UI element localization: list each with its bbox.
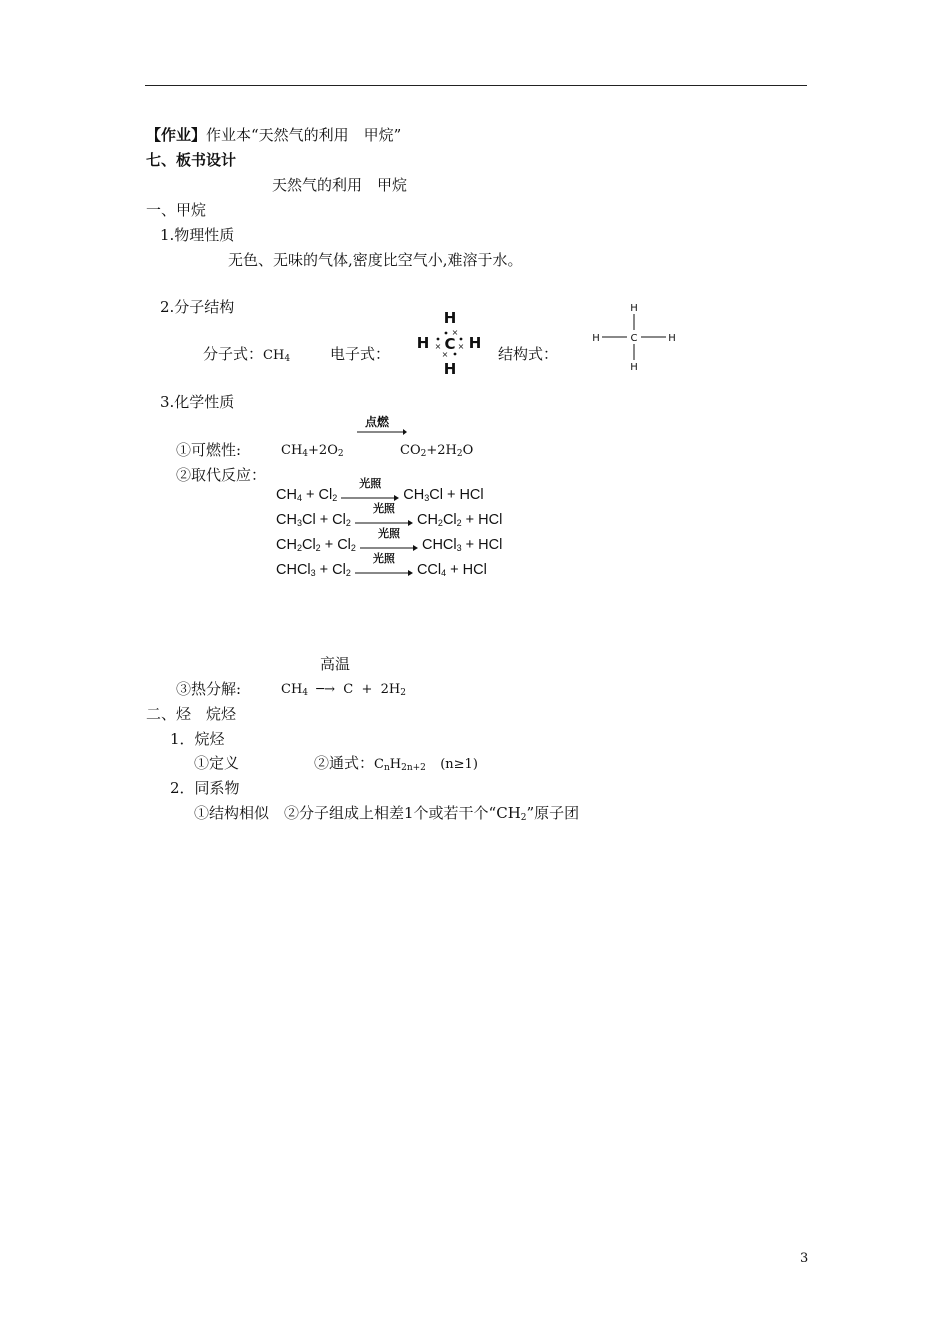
substitution-reaction-1: $CH_4 + Cl_2$ 光照 $CH_3Cl$ + HCl xyxy=(276,478,484,503)
section-title: 七、板书设计 xyxy=(146,151,237,169)
struct-h-bottom: H xyxy=(630,362,638,373)
substitution-label: ②取代反应： xyxy=(176,466,267,484)
molecular-formula-sub: 4 xyxy=(284,354,291,364)
struct-h-top: H xyxy=(630,303,638,314)
molecular-label: 分子式： xyxy=(203,345,264,363)
struct-h-right: H xyxy=(668,333,676,344)
electronic-label: 电子式： xyxy=(330,345,391,363)
definition-label: ①定义 xyxy=(194,754,240,772)
combustion-condition: 点燃 xyxy=(365,415,390,429)
struct-c-center: C xyxy=(630,333,638,344)
substitution-reaction-2: $CH_3Cl + Cl_2$ 光照 $CH_2Cl_2$ + HCl xyxy=(276,503,503,528)
electron-dot-diagram xyxy=(412,306,488,378)
lewis-h-left: H xyxy=(416,334,430,352)
combustion-left: $CH_4+2O_2$ xyxy=(281,443,344,459)
substitution-condition: 光照 xyxy=(377,528,400,541)
part1-heading: 一、甲烷 xyxy=(146,201,207,219)
substitution-condition: 光照 xyxy=(372,553,395,566)
structural-label: 结构式： xyxy=(498,345,559,363)
general-formula: ②通式：$C_nH_{2n+2}$ (n≥1) xyxy=(314,754,478,773)
formula-label: ②通式： xyxy=(314,754,375,772)
substitution-condition: 光照 xyxy=(372,503,395,516)
struct-h-left: H xyxy=(592,333,600,344)
structure-label: 2.分子结构 xyxy=(160,298,235,316)
homework-bracket: 【作业】 xyxy=(146,126,207,144)
lewis-h-top: H xyxy=(443,309,457,327)
board-title: 天然气的利用 甲烷 xyxy=(272,176,408,194)
page-number: 3 xyxy=(800,1251,809,1266)
substitution-reaction-3: $CH_2Cl_2 + Cl_2$ 光照 CHCl$_3$ + HCl xyxy=(276,528,503,553)
molecular-formula-text: CH xyxy=(263,348,285,363)
physical-label: 1.物理性质 xyxy=(160,226,235,244)
combustion-right: $CO_2+2H_2O$ xyxy=(400,443,474,459)
decomposition-condition: 高温 xyxy=(320,655,351,673)
decomposition-equation: $CH_4$ ─→ $C + 2H_2$ xyxy=(281,682,406,698)
svg-text:×: × xyxy=(457,342,465,351)
molecular-formula xyxy=(203,347,290,362)
svg-text:×: × xyxy=(441,350,449,359)
chemical-label: 3.化学性质 xyxy=(160,393,235,411)
structural-formula-diagram xyxy=(586,298,686,374)
decomposition-label: ③热分解: xyxy=(176,680,242,698)
combustion-label: ①可燃性: xyxy=(176,441,242,459)
homolog-text: ①结构相似 ②分子组成上相差1个或若干个“$CH_2$”原子团 xyxy=(194,804,580,823)
homolog-label: 2．同系物 xyxy=(170,779,240,797)
svg-text:×: × xyxy=(451,328,459,337)
lewis-h-bottom: H xyxy=(443,360,457,378)
homework-line xyxy=(146,128,401,143)
lewis-c-center: C xyxy=(444,335,456,353)
substitution-condition: 光照 xyxy=(359,478,382,491)
svg-text:×: × xyxy=(434,342,442,351)
combustion-arrow xyxy=(357,428,407,436)
physical-text: 无色、无味的气体,密度比空气小,难溶于水。 xyxy=(228,251,523,269)
part2-heading: 二、烃 烷烃 xyxy=(146,705,237,723)
header-rule xyxy=(145,85,807,86)
homework-text: 作业本“天然气的利用 甲烷” xyxy=(206,126,402,144)
alkane-label: 1．烷烃 xyxy=(170,730,225,748)
lewis-h-right: H xyxy=(468,334,482,352)
substitution-reaction-4: CHCl$_3$ + $Cl_2$ 光照 CCl$_4$ + HCl xyxy=(276,553,487,578)
